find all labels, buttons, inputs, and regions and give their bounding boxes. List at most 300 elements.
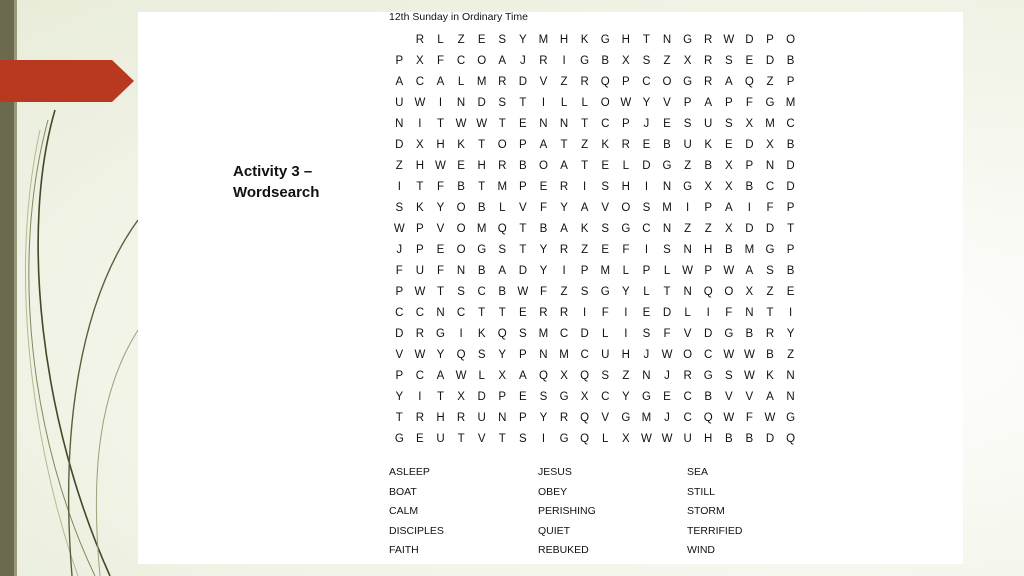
- grid-cell: Y: [395, 391, 404, 403]
- grid-cell: R: [559, 307, 569, 319]
- grid-cell: F: [539, 202, 547, 214]
- grid-cell: C: [456, 307, 466, 319]
- grid-cell: J: [396, 244, 403, 256]
- grid-cell: W: [455, 118, 467, 130]
- grid-cell: F: [725, 307, 733, 319]
- grid-cell: O: [600, 97, 610, 109]
- grid-cell: P: [498, 391, 507, 403]
- grid-cell: G: [641, 391, 651, 403]
- grid-cell: P: [786, 244, 795, 256]
- grid-cell: E: [601, 244, 610, 256]
- grid-cell: Y: [560, 202, 568, 214]
- grid-cell: H: [477, 160, 486, 172]
- grid-cell: T: [560, 139, 568, 151]
- grid-row: [389, 93, 801, 114]
- grid-cell: I: [438, 97, 443, 109]
- grid-cell: W: [682, 265, 694, 277]
- grid-cell: M: [559, 349, 569, 361]
- grid-cell: I: [397, 181, 401, 193]
- grid-cell: G: [580, 55, 590, 67]
- grid-cell: B: [786, 55, 795, 67]
- grid-cell: X: [724, 181, 733, 193]
- grid-cell: C: [683, 391, 692, 403]
- grid-row: [389, 177, 801, 198]
- grid-cell: O: [662, 76, 672, 88]
- grid-cell: O: [538, 160, 548, 172]
- red-arrow-shape: [0, 60, 134, 102]
- grid-cell: E: [457, 160, 465, 172]
- grid-cell: S: [580, 286, 589, 298]
- word-list-item: DISCIPLES: [389, 524, 444, 537]
- grid-cell: W: [743, 349, 755, 361]
- word-list-column: [687, 463, 742, 561]
- grid-cell: C: [415, 370, 425, 382]
- grid-cell: W: [435, 160, 446, 172]
- grid-cell: W: [414, 97, 426, 109]
- grid-row: [389, 324, 801, 345]
- grid-cell: P: [704, 265, 713, 277]
- grid-cell: U: [683, 139, 692, 151]
- grid-cell: X: [724, 160, 733, 172]
- grid-cell: V: [519, 202, 527, 214]
- grid-cell: E: [663, 118, 671, 130]
- grid-cell: B: [745, 181, 754, 193]
- grid-cell: T: [498, 433, 506, 445]
- grid-cell: Y: [539, 412, 548, 424]
- grid-cell: X: [416, 139, 424, 151]
- grid-cell: S: [477, 349, 486, 361]
- grid-cell: Z: [766, 76, 774, 88]
- grid-cell: S: [683, 118, 692, 130]
- grid-cell: G: [683, 181, 693, 193]
- grid-cell: G: [436, 328, 445, 340]
- grid-cell: Y: [436, 202, 445, 214]
- wordsearch-grid: [389, 30, 801, 450]
- grid-cell: B: [786, 139, 795, 151]
- grid-cell: I: [788, 307, 793, 319]
- grid-cell: Q: [580, 412, 590, 424]
- grid-cell: S: [498, 244, 507, 256]
- grid-cell: T: [457, 433, 465, 445]
- grid-cell: X: [683, 55, 692, 67]
- grid-cell: P: [416, 244, 424, 256]
- grid-cell: W: [414, 286, 426, 298]
- word-list-item: QUIET: [538, 524, 571, 537]
- grid-cell: W: [476, 118, 488, 130]
- grid-cell: N: [395, 118, 404, 130]
- grid-cell: S: [642, 328, 651, 340]
- grid-cell: R: [456, 412, 466, 424]
- grid-cell: T: [642, 34, 650, 46]
- grid-cell: G: [559, 433, 569, 445]
- grid-cell: L: [437, 34, 444, 46]
- grid-cell: I: [562, 265, 566, 277]
- grid-cell: H: [621, 34, 630, 46]
- grid-row: [389, 198, 801, 219]
- grid-cell: D: [704, 328, 713, 340]
- grid-cell: L: [602, 328, 609, 340]
- word-list-column: [538, 463, 596, 561]
- grid-cell: P: [621, 118, 630, 130]
- grid-cell: X: [416, 55, 424, 67]
- grid-cell: F: [539, 286, 547, 298]
- grid-cell: D: [395, 139, 404, 151]
- grid-cell: P: [704, 202, 713, 214]
- grid-cell: S: [642, 202, 651, 214]
- grid-cell: P: [395, 286, 404, 298]
- grid-cell: R: [539, 307, 548, 319]
- grid-row: [389, 387, 801, 408]
- grid-cell: T: [498, 118, 506, 130]
- grid-cell: Z: [787, 349, 795, 361]
- grid-cell: X: [498, 370, 507, 382]
- grid-cell: D: [745, 223, 754, 235]
- grid-cell: Y: [498, 349, 507, 361]
- grid-cell: R: [621, 139, 630, 151]
- word-list-item: OBEY: [538, 485, 568, 498]
- word-list-column: [389, 463, 444, 561]
- grid-cell: S: [539, 391, 548, 403]
- grid-cell: N: [683, 286, 692, 298]
- grid-cell: V: [477, 433, 486, 445]
- grid-cell: U: [436, 433, 445, 445]
- grid-cell: W: [414, 349, 426, 361]
- grid-cell: T: [519, 223, 527, 235]
- grid-cell: S: [724, 370, 733, 382]
- grid-cell: R: [498, 160, 507, 172]
- grid-cell: G: [703, 370, 713, 382]
- grid-cell: E: [724, 139, 733, 151]
- grid-cell: T: [395, 412, 403, 424]
- grid-cell: L: [499, 202, 506, 214]
- grid-cell: Y: [786, 328, 795, 340]
- grid-cell: P: [621, 76, 630, 88]
- grid-cell: N: [539, 118, 548, 130]
- word-list-item: TERRIFIED: [687, 524, 743, 537]
- grid-cell: O: [621, 202, 631, 214]
- grid-cell: I: [459, 328, 463, 340]
- grid-cell: D: [745, 34, 754, 46]
- grid-cell: X: [457, 391, 465, 403]
- grid-cell: T: [498, 307, 506, 319]
- grid-cell: U: [683, 433, 692, 445]
- grid-cell: M: [476, 223, 487, 235]
- grid-row: [389, 261, 801, 282]
- grid-cell: T: [436, 286, 444, 298]
- grid-cell: Z: [684, 160, 692, 172]
- grid-cell: O: [786, 34, 796, 46]
- grid-cell: P: [745, 160, 754, 172]
- grid-cell: C: [786, 118, 795, 130]
- grid-cell: T: [436, 391, 444, 403]
- grid-cell: T: [581, 160, 589, 172]
- grid-cell: F: [601, 307, 609, 319]
- grid-cell: P: [786, 76, 795, 88]
- grid-row: [389, 303, 801, 324]
- grid-cell: T: [416, 181, 424, 193]
- grid-cell: Y: [642, 97, 651, 109]
- grid-cell: E: [601, 160, 610, 172]
- grid-cell: S: [663, 244, 671, 256]
- grid-cell: O: [456, 244, 466, 256]
- grid-cell: B: [601, 55, 610, 67]
- grid-cell: E: [519, 391, 527, 403]
- grid-cell: J: [664, 370, 670, 382]
- grid-cell: I: [624, 328, 628, 340]
- grid-cell: Q: [456, 349, 466, 361]
- grid-row: [389, 114, 801, 135]
- grid-cell: B: [745, 328, 754, 340]
- grid-cell: A: [560, 160, 568, 172]
- grid-cell: S: [601, 223, 610, 235]
- grid-cell: Z: [581, 139, 589, 151]
- grid-cell: P: [580, 265, 589, 277]
- grid-cell: K: [704, 139, 713, 151]
- grid-cell: K: [580, 34, 589, 46]
- grid-cell: A: [704, 97, 713, 109]
- grid-cell: B: [704, 391, 713, 403]
- grid-cell: A: [519, 370, 527, 382]
- grid-cell: P: [519, 349, 527, 361]
- grid-cell: Q: [538, 370, 548, 382]
- grid-cell: R: [539, 55, 548, 67]
- grid-cell: P: [786, 202, 795, 214]
- grid-cell: J: [643, 118, 650, 130]
- grid-cell: A: [436, 76, 445, 88]
- grid-cell: I: [624, 307, 628, 319]
- grid-cell: F: [663, 328, 671, 340]
- grid-cell: R: [415, 412, 425, 424]
- grid-cell: G: [662, 160, 672, 172]
- grid-cell: D: [765, 223, 775, 235]
- grid-cell: E: [436, 244, 445, 256]
- grid-row: [389, 72, 801, 93]
- grid-cell: E: [745, 55, 754, 67]
- grid-cell: D: [765, 55, 775, 67]
- grid-cell: V: [395, 349, 404, 361]
- grid-cell: Z: [766, 286, 774, 298]
- grid-cell: N: [745, 307, 754, 319]
- grid-cell: C: [580, 349, 589, 361]
- grid-cell: Y: [621, 286, 630, 298]
- grid-cell: B: [457, 181, 465, 193]
- grid-cell: O: [724, 286, 734, 298]
- grid-cell: T: [519, 244, 527, 256]
- grid-cell: D: [518, 76, 528, 88]
- grid-cell: Y: [621, 391, 630, 403]
- grid-cell: R: [415, 34, 425, 46]
- grid-cell: C: [642, 76, 651, 88]
- grid-cell: D: [518, 265, 528, 277]
- grid-cell: M: [476, 76, 487, 88]
- grid-cell: L: [581, 97, 588, 109]
- grid-cell: B: [477, 265, 486, 277]
- grid-cell: R: [765, 328, 775, 340]
- grid-cell: K: [601, 139, 610, 151]
- grid-cell: J: [664, 412, 670, 424]
- grid-cell: Q: [497, 328, 507, 340]
- grid-cell: X: [580, 391, 589, 403]
- grid-cell: W: [661, 349, 673, 361]
- grid-cell: P: [519, 412, 527, 424]
- grid-row: [389, 282, 801, 303]
- grid-cell: L: [602, 433, 609, 445]
- word-list-item: CALM: [389, 505, 419, 518]
- grid-cell: L: [622, 160, 630, 172]
- grid-cell: V: [539, 76, 548, 88]
- grid-cell: T: [519, 97, 527, 109]
- grid-cell: N: [559, 118, 569, 130]
- grid-cell: E: [519, 307, 527, 319]
- grid-cell: R: [559, 244, 569, 256]
- grid-cell: U: [415, 265, 425, 277]
- grid-cell: I: [562, 55, 566, 67]
- grid-cell: N: [456, 97, 466, 109]
- grid-cell: P: [395, 55, 404, 67]
- grid-cell: U: [704, 118, 713, 130]
- grid-cell: M: [538, 328, 549, 340]
- grid-cell: I: [583, 307, 587, 319]
- grid-cell: Y: [519, 34, 527, 46]
- grid-cell: E: [477, 34, 486, 46]
- grid-cell: U: [477, 412, 486, 424]
- grid-cell: H: [415, 160, 425, 172]
- grid-cell: L: [560, 97, 568, 109]
- grid-cell: Q: [703, 286, 713, 298]
- grid-cell: P: [642, 265, 651, 277]
- grid-cell: W: [661, 433, 673, 445]
- grid-cell: O: [477, 55, 487, 67]
- grid-cell: H: [621, 181, 630, 193]
- grid-cell: G: [786, 412, 796, 424]
- grid-cell: V: [601, 412, 610, 424]
- grid-cell: Z: [684, 223, 692, 235]
- grid-cell: I: [541, 97, 546, 109]
- grid-cell: B: [498, 286, 507, 298]
- grid-cell: R: [704, 76, 713, 88]
- grid-cell: D: [786, 160, 795, 172]
- grid-cell: M: [497, 181, 508, 193]
- grid-row: [389, 240, 801, 261]
- grid-cell: N: [683, 244, 692, 256]
- grid-cell: T: [663, 286, 671, 298]
- grid-cell: U: [601, 349, 610, 361]
- grid-cell: L: [622, 265, 630, 277]
- grid-cell: W: [455, 370, 467, 382]
- grid-cell: B: [663, 139, 671, 151]
- grid-cell: S: [766, 265, 774, 277]
- grid-cell: W: [723, 412, 735, 424]
- grid-cell: F: [622, 244, 630, 256]
- grid-row: [389, 366, 801, 387]
- grid-cell: X: [745, 118, 754, 130]
- grid-cell: L: [478, 370, 485, 382]
- grid-cell: S: [498, 97, 507, 109]
- grid-cell: I: [418, 118, 422, 130]
- grid-cell: X: [621, 433, 630, 445]
- grid-cell: M: [538, 34, 549, 46]
- grid-cell: P: [395, 370, 404, 382]
- grid-cell: G: [559, 391, 569, 403]
- word-list-item: REBUKED: [538, 544, 589, 557]
- grid-cell: L: [643, 286, 650, 298]
- grid-cell: Z: [560, 286, 568, 298]
- grid-cell: P: [683, 97, 692, 109]
- grid-cell: M: [765, 118, 775, 130]
- grid-cell: G: [621, 412, 631, 424]
- grid-cell: B: [519, 160, 527, 172]
- grid-cell: G: [683, 34, 693, 46]
- grid-cell: V: [683, 328, 692, 340]
- grid-cell: I: [418, 391, 422, 403]
- grid-cell: S: [457, 286, 465, 298]
- grid-cell: S: [519, 328, 527, 340]
- grid-cell: D: [765, 433, 775, 445]
- grid-cell: G: [621, 223, 631, 235]
- grid-cell: N: [786, 391, 795, 403]
- grid-cell: T: [581, 118, 589, 130]
- grid-cell: H: [436, 139, 445, 151]
- grid-cell: W: [764, 412, 776, 424]
- grid-cell: M: [785, 97, 796, 109]
- grid-cell: N: [765, 160, 775, 172]
- grid-cell: A: [580, 202, 589, 214]
- grid-cell: C: [601, 118, 610, 130]
- grid-cell: N: [498, 412, 507, 424]
- grid-cell: H: [704, 244, 713, 256]
- grid-cell: Q: [786, 433, 796, 445]
- wordsearch-title: 12th Sunday in Ordinary Time: [389, 11, 528, 23]
- grid-cell: S: [601, 181, 610, 193]
- word-list-item: SEA: [687, 466, 709, 478]
- grid-cell: I: [541, 433, 546, 445]
- grid-cell: I: [686, 202, 690, 214]
- grid-cell: D: [745, 139, 754, 151]
- grid-cell: J: [643, 349, 650, 361]
- grid-cell: A: [498, 55, 507, 67]
- grid-cell: W: [723, 34, 735, 46]
- grid-cell: Y: [539, 265, 548, 277]
- grid-cell: Q: [744, 76, 754, 88]
- grid-cell: I: [644, 181, 649, 193]
- grid-cell: B: [724, 244, 733, 256]
- grid-cell: K: [477, 328, 486, 340]
- grid-cell: K: [416, 202, 424, 214]
- grid-cell: G: [600, 34, 610, 46]
- grid-cell: W: [517, 286, 529, 298]
- grid-cell: E: [786, 286, 795, 298]
- word-list-item: JESUS: [538, 466, 572, 478]
- grid-cell: Q: [580, 370, 590, 382]
- grid-cell: D: [642, 160, 651, 172]
- grid-cell: S: [601, 370, 610, 382]
- grid-cell: R: [498, 76, 507, 88]
- grid-cell: D: [395, 328, 404, 340]
- grid-cell: Z: [581, 244, 589, 256]
- grid-cell: N: [662, 223, 672, 235]
- grid-row: [389, 219, 801, 240]
- activity-title: Activity 3 – Wordsearch: [233, 163, 320, 201]
- grid-cell: C: [456, 55, 466, 67]
- grid-cell: G: [477, 244, 487, 256]
- grid-cell: T: [766, 307, 774, 319]
- grid-cell: T: [436, 118, 444, 130]
- grid-cell: M: [600, 265, 611, 277]
- grid-cell: R: [559, 181, 569, 193]
- grid-cell: Z: [704, 223, 712, 235]
- grid-cell: L: [663, 265, 671, 277]
- grid-cell: P: [519, 181, 527, 193]
